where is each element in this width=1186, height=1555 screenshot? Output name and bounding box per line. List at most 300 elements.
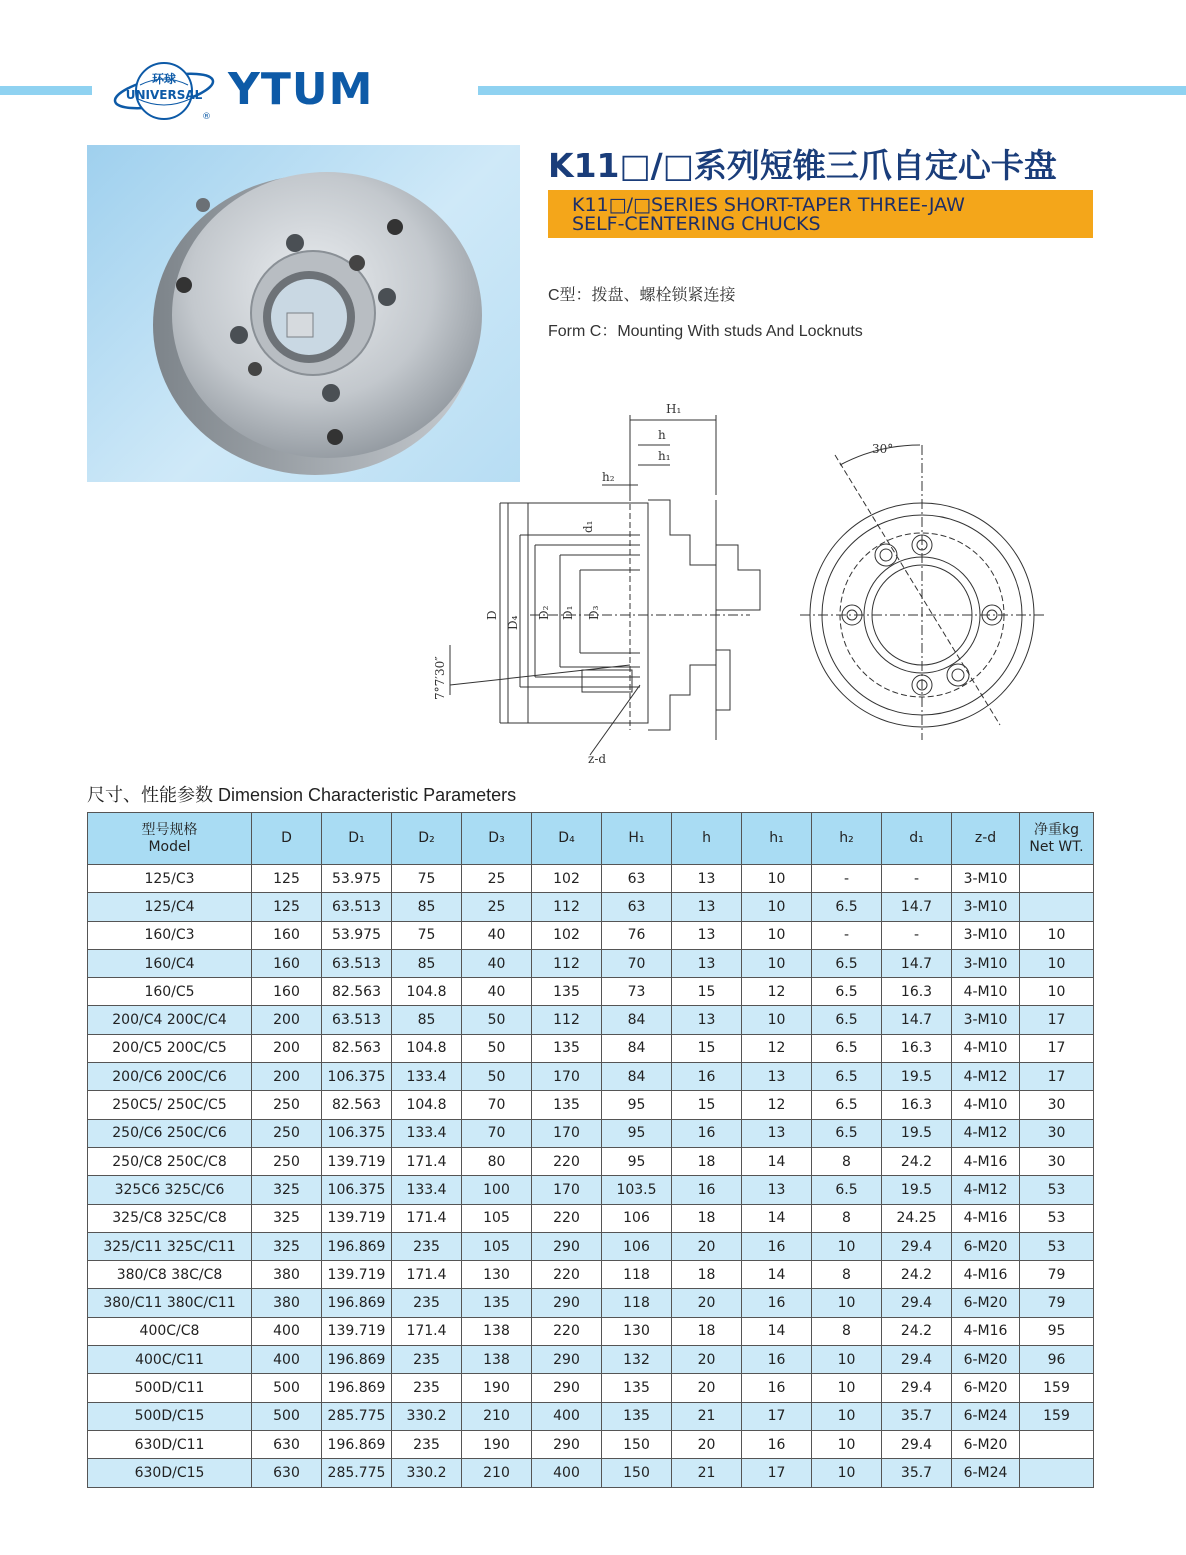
- table-cell: 53.975: [322, 921, 392, 949]
- table-cell: 210: [462, 1402, 532, 1430]
- table-row: [88, 1063, 1094, 1091]
- table-cell: 3-M10: [952, 949, 1020, 977]
- table-header-cell: [88, 813, 252, 865]
- table-cell: 10: [742, 1006, 812, 1034]
- table-cell: -: [812, 921, 882, 949]
- table-cell: 20: [672, 1232, 742, 1260]
- table-cell: 17: [1020, 1063, 1094, 1091]
- table-cell: 106: [602, 1204, 672, 1232]
- table-cell: 135: [462, 1289, 532, 1317]
- table-cell: 40: [462, 949, 532, 977]
- brand-logo-text: YTUM: [228, 64, 374, 115]
- table-cell: 500D/C11: [88, 1374, 252, 1402]
- table-cell: 70: [462, 1119, 532, 1147]
- table-cell: 325: [252, 1232, 322, 1260]
- table-cell: 16: [742, 1374, 812, 1402]
- table-cell: 24.25: [882, 1204, 952, 1232]
- table-cell: 220: [532, 1204, 602, 1232]
- table-cell: 20: [672, 1374, 742, 1402]
- table-cell: [1020, 865, 1094, 893]
- table-cell: 25: [462, 893, 532, 921]
- label-D4: D₄: [506, 615, 520, 630]
- table-row: [88, 1006, 1094, 1034]
- table-cell: 10: [1020, 978, 1094, 1006]
- table-row: [88, 1147, 1094, 1175]
- table-cell: 35.7: [882, 1459, 952, 1487]
- table-cell: 84: [602, 1063, 672, 1091]
- table-cell: 6-M20: [952, 1232, 1020, 1260]
- header-en: H₁: [628, 830, 645, 846]
- table-cell: 24.2: [882, 1317, 952, 1345]
- table-cell: 325: [252, 1176, 322, 1204]
- table-cell: 13: [672, 921, 742, 949]
- table-row: [88, 1204, 1094, 1232]
- table-cell: 20: [672, 1289, 742, 1317]
- header-en: D: [281, 830, 292, 846]
- table-header-cell: [882, 813, 952, 865]
- table-cell: 75: [392, 921, 462, 949]
- table-cell: 16: [672, 1176, 742, 1204]
- form-description-en: Form C：Mounting With studs And Locknuts: [548, 323, 863, 340]
- table-cell: 12: [742, 1034, 812, 1062]
- table-cell: 29.4: [882, 1374, 952, 1402]
- table-cell: 12: [742, 978, 812, 1006]
- svg-text:®: ®: [202, 112, 211, 122]
- table-cell: 112: [532, 1006, 602, 1034]
- table-cell: 6-M24: [952, 1402, 1020, 1430]
- table-cell: 17: [742, 1459, 812, 1487]
- header-right-stripe: [478, 86, 1186, 95]
- table-cell: 19.5: [882, 1119, 952, 1147]
- table-cell: 196.869: [322, 1430, 392, 1458]
- table-cell: 200/C6 200C/C6: [88, 1063, 252, 1091]
- table-header-cell: [742, 813, 812, 865]
- table-cell: 95: [602, 1147, 672, 1175]
- table-cell: 196.869: [322, 1289, 392, 1317]
- table-cell: 82.563: [322, 978, 392, 1006]
- table-cell: 6-M20: [952, 1289, 1020, 1317]
- table-cell: 17: [1020, 1006, 1094, 1034]
- table-cell: 630D/C15: [88, 1459, 252, 1487]
- table-cell: 75: [392, 865, 462, 893]
- table-cell: 6.5: [812, 1091, 882, 1119]
- table-cell: 104.8: [392, 978, 462, 1006]
- table-cell: 160/C3: [88, 921, 252, 949]
- table-cell: 160: [252, 949, 322, 977]
- header-en: D₃: [488, 830, 505, 846]
- label-d1: d₁: [581, 520, 595, 533]
- table-cell: 20: [672, 1346, 742, 1374]
- table-cell: 79: [1020, 1261, 1094, 1289]
- table-header-cell: [322, 813, 392, 865]
- table-cell: 6-M20: [952, 1346, 1020, 1374]
- header-cn: 型号规格: [141, 821, 198, 838]
- header-en: D₄: [558, 830, 575, 846]
- table-cell: 29.4: [882, 1232, 952, 1260]
- table-cell: 139.719: [322, 1204, 392, 1232]
- table-cell: 17: [742, 1402, 812, 1430]
- label-H1: H₁: [666, 402, 682, 416]
- table-cell: 6.5: [812, 1176, 882, 1204]
- table-cell: 10: [812, 1232, 882, 1260]
- table-cell: 13: [672, 893, 742, 921]
- table-cell: 10: [812, 1374, 882, 1402]
- table-header-cell: [602, 813, 672, 865]
- table-cell: 18: [672, 1204, 742, 1232]
- table-cell: 70: [462, 1091, 532, 1119]
- title-en-line2: SELF-CENTERING CHUCKS: [572, 213, 821, 235]
- table-cell: 400: [252, 1346, 322, 1374]
- table-cell: 30: [1020, 1147, 1094, 1175]
- label-D1: D₁: [561, 605, 575, 620]
- header-en: d₁: [909, 830, 924, 846]
- table-cell: 10: [742, 921, 812, 949]
- table-cell: 103.5: [602, 1176, 672, 1204]
- table-cell: 82.563: [322, 1034, 392, 1062]
- label-taper: 7°7′30″: [433, 656, 447, 700]
- table-row: [88, 1176, 1094, 1204]
- table-cell: 630: [252, 1459, 322, 1487]
- table-cell: 15: [672, 1091, 742, 1119]
- header-cn: 净重kg: [1034, 821, 1079, 838]
- table-cell: 159: [1020, 1374, 1094, 1402]
- table-cell: 130: [462, 1261, 532, 1289]
- header-en: Net WT.: [1029, 838, 1084, 855]
- table-cell: 18: [672, 1317, 742, 1345]
- table-cell: 63.513: [322, 893, 392, 921]
- table-cell: 139.719: [322, 1147, 392, 1175]
- table-row: [88, 1346, 1094, 1374]
- table-cell: 16.3: [882, 978, 952, 1006]
- table-header-cell: [952, 813, 1020, 865]
- table-cell: 82.563: [322, 1091, 392, 1119]
- table-row: [88, 1034, 1094, 1062]
- table-cell: 112: [532, 949, 602, 977]
- label-D3: D₃: [587, 605, 601, 620]
- table-row: [88, 1232, 1094, 1260]
- table-cell: 4-M16: [952, 1204, 1020, 1232]
- header-left-stripe: [0, 86, 92, 95]
- table-cell: 53: [1020, 1232, 1094, 1260]
- table-row: [88, 865, 1094, 893]
- table-cell: 3-M10: [952, 1006, 1020, 1034]
- table-cell: 63: [602, 865, 672, 893]
- table-cell: 85: [392, 893, 462, 921]
- table-cell: 196.869: [322, 1232, 392, 1260]
- table-cell: 53: [1020, 1176, 1094, 1204]
- table-cell: 400: [252, 1317, 322, 1345]
- table-cell: 102: [532, 921, 602, 949]
- table-cell: 235: [392, 1374, 462, 1402]
- table-cell: 130: [602, 1317, 672, 1345]
- table-cell: 380: [252, 1261, 322, 1289]
- table-cell: 630D/C11: [88, 1430, 252, 1458]
- table-cell: 250: [252, 1091, 322, 1119]
- label-angle: 30°: [872, 442, 894, 456]
- table-cell: 16: [742, 1289, 812, 1317]
- table-cell: 6.5: [812, 1119, 882, 1147]
- table-cell: 10: [742, 893, 812, 921]
- table-cell: 630: [252, 1430, 322, 1458]
- table-cell: 170: [532, 1063, 602, 1091]
- table-cell: 50: [462, 1006, 532, 1034]
- table-cell: 80: [462, 1147, 532, 1175]
- page-title-en-banner: [548, 190, 1093, 238]
- table-cell: 170: [532, 1176, 602, 1204]
- table-cell: 106: [602, 1232, 672, 1260]
- table-cell: 95: [1020, 1317, 1094, 1345]
- table-cell: 14.7: [882, 893, 952, 921]
- table-cell: 14: [742, 1204, 812, 1232]
- table-cell: 30: [1020, 1091, 1094, 1119]
- table-cell: 3-M10: [952, 893, 1020, 921]
- dimension-table: [87, 812, 1094, 1488]
- table-cell: 325/C8 325C/C8: [88, 1204, 252, 1232]
- table-cell: 285.775: [322, 1402, 392, 1430]
- table-cell: 14: [742, 1317, 812, 1345]
- table-cell: -: [882, 921, 952, 949]
- table-cell: 160: [252, 921, 322, 949]
- header-en: h₁: [769, 830, 784, 846]
- table-header-cell: [252, 813, 322, 865]
- table-cell: 12: [742, 1091, 812, 1119]
- label-h: h: [658, 428, 666, 442]
- table-cell: 13: [672, 1006, 742, 1034]
- table-row: [88, 1119, 1094, 1147]
- table-cell: 15: [672, 1034, 742, 1062]
- table-cell: 84: [602, 1034, 672, 1062]
- table-row: [88, 1091, 1094, 1119]
- table-cell: 4-M10: [952, 1034, 1020, 1062]
- table-cell: 24.2: [882, 1261, 952, 1289]
- table-cell: 85: [392, 949, 462, 977]
- table-cell: 85: [392, 1006, 462, 1034]
- table-cell: 63.513: [322, 949, 392, 977]
- table-cell: 50: [462, 1034, 532, 1062]
- table-cell: 118: [602, 1289, 672, 1317]
- table-cell: 63: [602, 893, 672, 921]
- table-cell: 190: [462, 1430, 532, 1458]
- table-cell: 10: [812, 1430, 882, 1458]
- table-row: [88, 1374, 1094, 1402]
- table-cell: 160: [252, 978, 322, 1006]
- table-cell: 125: [252, 893, 322, 921]
- table-cell: 17: [1020, 1034, 1094, 1062]
- side-section-view: [450, 415, 760, 755]
- table-cell: 21: [672, 1402, 742, 1430]
- table-cell: 325: [252, 1204, 322, 1232]
- table-cell: 6.5: [812, 1006, 882, 1034]
- table-cell: 285.775: [322, 1459, 392, 1487]
- table-cell: 13: [742, 1176, 812, 1204]
- table-cell: 200: [252, 1063, 322, 1091]
- table-cell: 290: [532, 1374, 602, 1402]
- table-cell: 196.869: [322, 1346, 392, 1374]
- table-cell: 13: [672, 949, 742, 977]
- table-cell: 53: [1020, 1204, 1094, 1232]
- table-cell: 14.7: [882, 949, 952, 977]
- table-cell: [1020, 1430, 1094, 1458]
- table-cell: 8: [812, 1147, 882, 1175]
- table-cell: 104.8: [392, 1034, 462, 1062]
- table-cell: 70: [602, 949, 672, 977]
- table-cell: 139.719: [322, 1261, 392, 1289]
- label-h1: h₁: [658, 449, 671, 463]
- table-cell: -: [812, 865, 882, 893]
- table-cell: 160/C4: [88, 949, 252, 977]
- table-cell: 171.4: [392, 1204, 462, 1232]
- table-body: [88, 865, 1094, 1488]
- table-cell: 380: [252, 1289, 322, 1317]
- table-cell: 171.4: [392, 1261, 462, 1289]
- table-cell: 250: [252, 1147, 322, 1175]
- header-en: z-d: [974, 830, 997, 846]
- table-cell: 125/C4: [88, 893, 252, 921]
- table-cell: 29.4: [882, 1289, 952, 1317]
- table-cell: 10: [812, 1402, 882, 1430]
- table-cell: 330.2: [392, 1459, 462, 1487]
- header-en: D₂: [418, 830, 435, 846]
- table-cell: 235: [392, 1232, 462, 1260]
- table-cell: 290: [532, 1430, 602, 1458]
- table-cell: 330.2: [392, 1402, 462, 1430]
- table-cell: 40: [462, 978, 532, 1006]
- table-cell: 138: [462, 1317, 532, 1345]
- table-cell: 30: [1020, 1119, 1094, 1147]
- table-cell: 150: [602, 1459, 672, 1487]
- table-cell: 135: [602, 1402, 672, 1430]
- table-header-cell: [672, 813, 742, 865]
- table-cell: 159: [1020, 1402, 1094, 1430]
- table-cell: 25: [462, 865, 532, 893]
- header: [0, 50, 1186, 130]
- table-cell: 325/C11 325C/C11: [88, 1232, 252, 1260]
- table-cell: 21: [672, 1459, 742, 1487]
- table-cell: 102: [532, 865, 602, 893]
- table-row: [88, 1317, 1094, 1345]
- logo-cn-text: 环球: [151, 72, 177, 86]
- table-cell: [1020, 893, 1094, 921]
- table-header-cell: [812, 813, 882, 865]
- table-cell: 8: [812, 1204, 882, 1232]
- table-cell: 500: [252, 1402, 322, 1430]
- table-cell: 200/C5 200C/C5: [88, 1034, 252, 1062]
- table-cell: 19.5: [882, 1063, 952, 1091]
- table-cell: 10: [742, 865, 812, 893]
- table-cell: 16.3: [882, 1034, 952, 1062]
- table-cell: 29.4: [882, 1430, 952, 1458]
- table-cell: 105: [462, 1232, 532, 1260]
- table-cell: 14.7: [882, 1006, 952, 1034]
- table-row: [88, 949, 1094, 977]
- table-header-cell: [392, 813, 462, 865]
- table-cell: 400C/C8: [88, 1317, 252, 1345]
- table-cell: 400: [532, 1459, 602, 1487]
- table-cell: 135: [532, 978, 602, 1006]
- table-cell: 96: [1020, 1346, 1094, 1374]
- table-cell: 118: [602, 1261, 672, 1289]
- table-cell: 132: [602, 1346, 672, 1374]
- table-cell: 6.5: [812, 1063, 882, 1091]
- table-cell: 4-M12: [952, 1119, 1020, 1147]
- header-en: Model: [148, 838, 191, 855]
- table-cell: 6.5: [812, 949, 882, 977]
- table-cell: 325C6 325C/C6: [88, 1176, 252, 1204]
- table-cell: 105: [462, 1204, 532, 1232]
- table-cell: 95: [602, 1091, 672, 1119]
- table-cell: 6-M24: [952, 1459, 1020, 1487]
- form-description-cn: C型：拨盘、螺栓锁紧连接: [548, 287, 736, 304]
- table-cell: 16.3: [882, 1091, 952, 1119]
- table-cell: 10: [742, 949, 812, 977]
- table-header-cell: [532, 813, 602, 865]
- table-header-cell: [462, 813, 532, 865]
- table-cell: -: [882, 865, 952, 893]
- table-header-row: [88, 813, 1094, 865]
- section-title: 尺寸、性能参数 Dimension Characteristic Parameters: [87, 785, 517, 805]
- table-cell: [1020, 1459, 1094, 1487]
- table-cell: 400: [532, 1402, 602, 1430]
- table-cell: 290: [532, 1346, 602, 1374]
- table-cell: 133.4: [392, 1119, 462, 1147]
- table-cell: 290: [532, 1289, 602, 1317]
- table-cell: 14: [742, 1261, 812, 1289]
- table-cell: 10: [1020, 949, 1094, 977]
- table-cell: 210: [462, 1459, 532, 1487]
- table-cell: 4-M16: [952, 1147, 1020, 1175]
- page-title-cn: K11□/□系列短锥三爪自定心卡盘: [548, 146, 1057, 185]
- table-cell: 63.513: [322, 1006, 392, 1034]
- table-row: [88, 1402, 1094, 1430]
- table-cell: 250C5/ 250C/C5: [88, 1091, 252, 1119]
- table-row: [88, 1459, 1094, 1487]
- table-cell: 290: [532, 1232, 602, 1260]
- table-cell: 4-M16: [952, 1261, 1020, 1289]
- table-cell: 125/C3: [88, 865, 252, 893]
- table-cell: 250/C6 250C/C6: [88, 1119, 252, 1147]
- table-cell: 40: [462, 921, 532, 949]
- table-cell: 196.869: [322, 1374, 392, 1402]
- table-cell: 135: [532, 1091, 602, 1119]
- table-cell: 13: [672, 865, 742, 893]
- table-cell: 3-M10: [952, 865, 1020, 893]
- table-cell: 160/C5: [88, 978, 252, 1006]
- table-row: [88, 1430, 1094, 1458]
- table-cell: 112: [532, 893, 602, 921]
- table-row: [88, 921, 1094, 949]
- table-cell: 500: [252, 1374, 322, 1402]
- table-cell: 76: [602, 921, 672, 949]
- table-cell: 500D/C15: [88, 1402, 252, 1430]
- table-cell: 133.4: [392, 1176, 462, 1204]
- table-cell: 8: [812, 1261, 882, 1289]
- table-cell: 220: [532, 1317, 602, 1345]
- table-cell: 10: [1020, 921, 1094, 949]
- table-cell: 10: [812, 1289, 882, 1317]
- table-cell: 139.719: [322, 1317, 392, 1345]
- table-cell: 138: [462, 1346, 532, 1374]
- table-cell: 106.375: [322, 1063, 392, 1091]
- table-cell: 53.975: [322, 865, 392, 893]
- table-cell: 150: [602, 1430, 672, 1458]
- table-cell: 250/C8 250C/C8: [88, 1147, 252, 1175]
- table-cell: 10: [812, 1346, 882, 1374]
- logo-en-text: UNIVERSAL: [125, 88, 203, 102]
- table-cell: 16: [672, 1119, 742, 1147]
- table-cell: 4-M16: [952, 1317, 1020, 1345]
- table-cell: 3-M10: [952, 921, 1020, 949]
- table-cell: 16: [742, 1232, 812, 1260]
